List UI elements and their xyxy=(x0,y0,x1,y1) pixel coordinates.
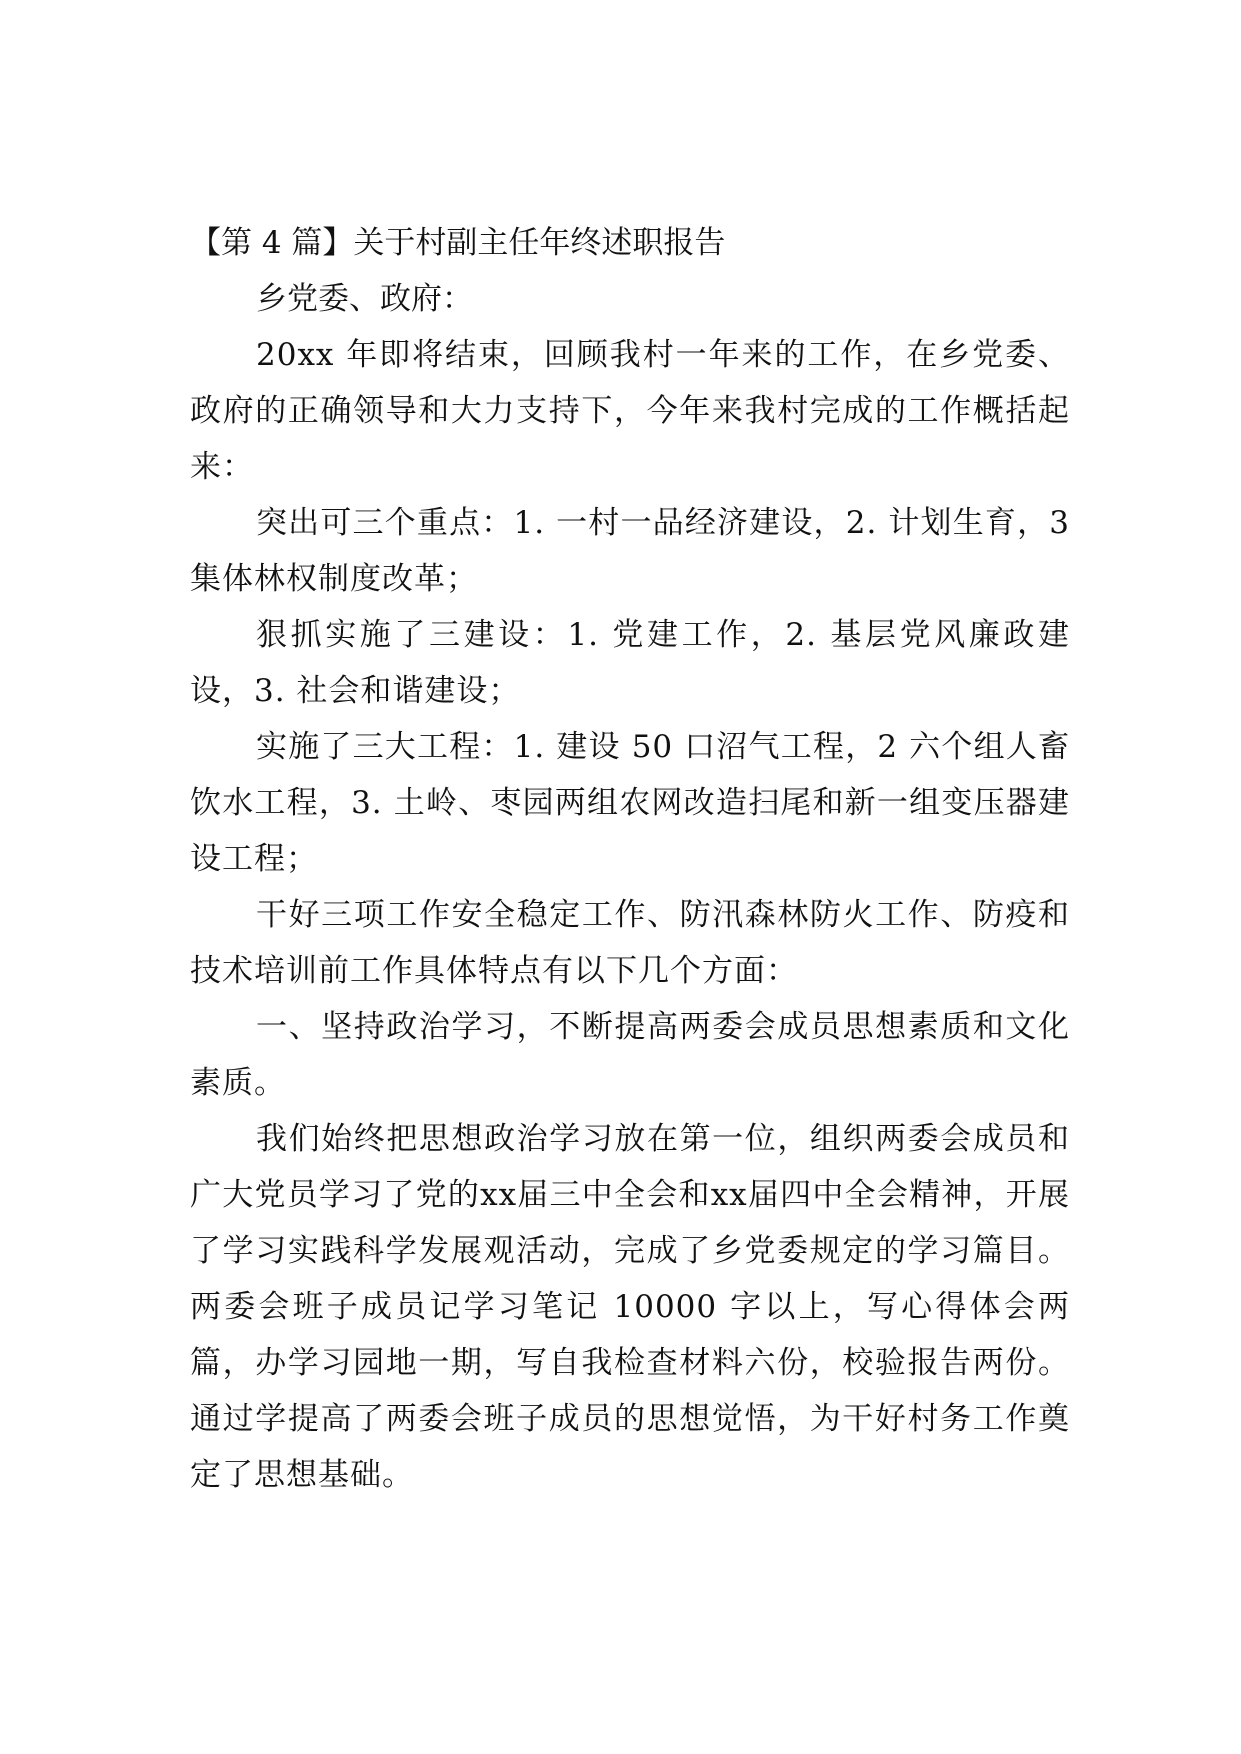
document-title: 【第 4 篇】关于村副主任年终述职报告 xyxy=(190,225,726,261)
paragraph-intro: 20xx 年即将结束，回顾我村一年来的工作，在乡党委、政府的正确领导和大力支持下，今年来我村完成的工作概括起来： xyxy=(190,337,1070,485)
paragraph-political-study: 我们始终把思想政治学习放在第一位，组织两委会成员和广大党员学习了党的xx届三中全会和xx届四中全会精神，开展了学习实践科学发展观活动，完成了乡党委规定的学习篇目。两委会班子成员记学习笔记 10000 字以上，写心得体会两篇，办学习园地一期，写自我检查材料六份，校验报告两份。通过学提高了两委会班子成员的思想觉悟，为干好村务工作奠定了思想基础。 xyxy=(190,1121,1070,1493)
paragraph-three-tasks: 干好三项工作安全稳定工作、防汛森林防火工作、防疫和技术培训前工作具体特点有以下几个方面： xyxy=(190,897,1070,989)
paragraph-three-projects: 实施了三大工程：1. 建设 50 口沼气工程，2 六个组人畜饮水工程，3. 土岭、枣园两组农网改造扫尾和新一组变压器建设工程； xyxy=(190,729,1070,877)
section-heading-political-study: 一、坚持政治学习，不断提高两委会成员思想素质和文化素质。 xyxy=(190,1009,1070,1101)
document-body xyxy=(190,215,1070,1503)
paragraph-three-constructions: 狠抓实施了三建设：1. 党建工作，2. 基层党风廉政建设，3. 社会和谐建设； xyxy=(190,617,1070,709)
paragraph-three-priorities: 突出可三个重点：1. 一村一品经济建设，2. 计划生育，3 集体林权制度改革； xyxy=(190,505,1070,597)
salutation: 乡党委、政府： xyxy=(256,281,473,317)
